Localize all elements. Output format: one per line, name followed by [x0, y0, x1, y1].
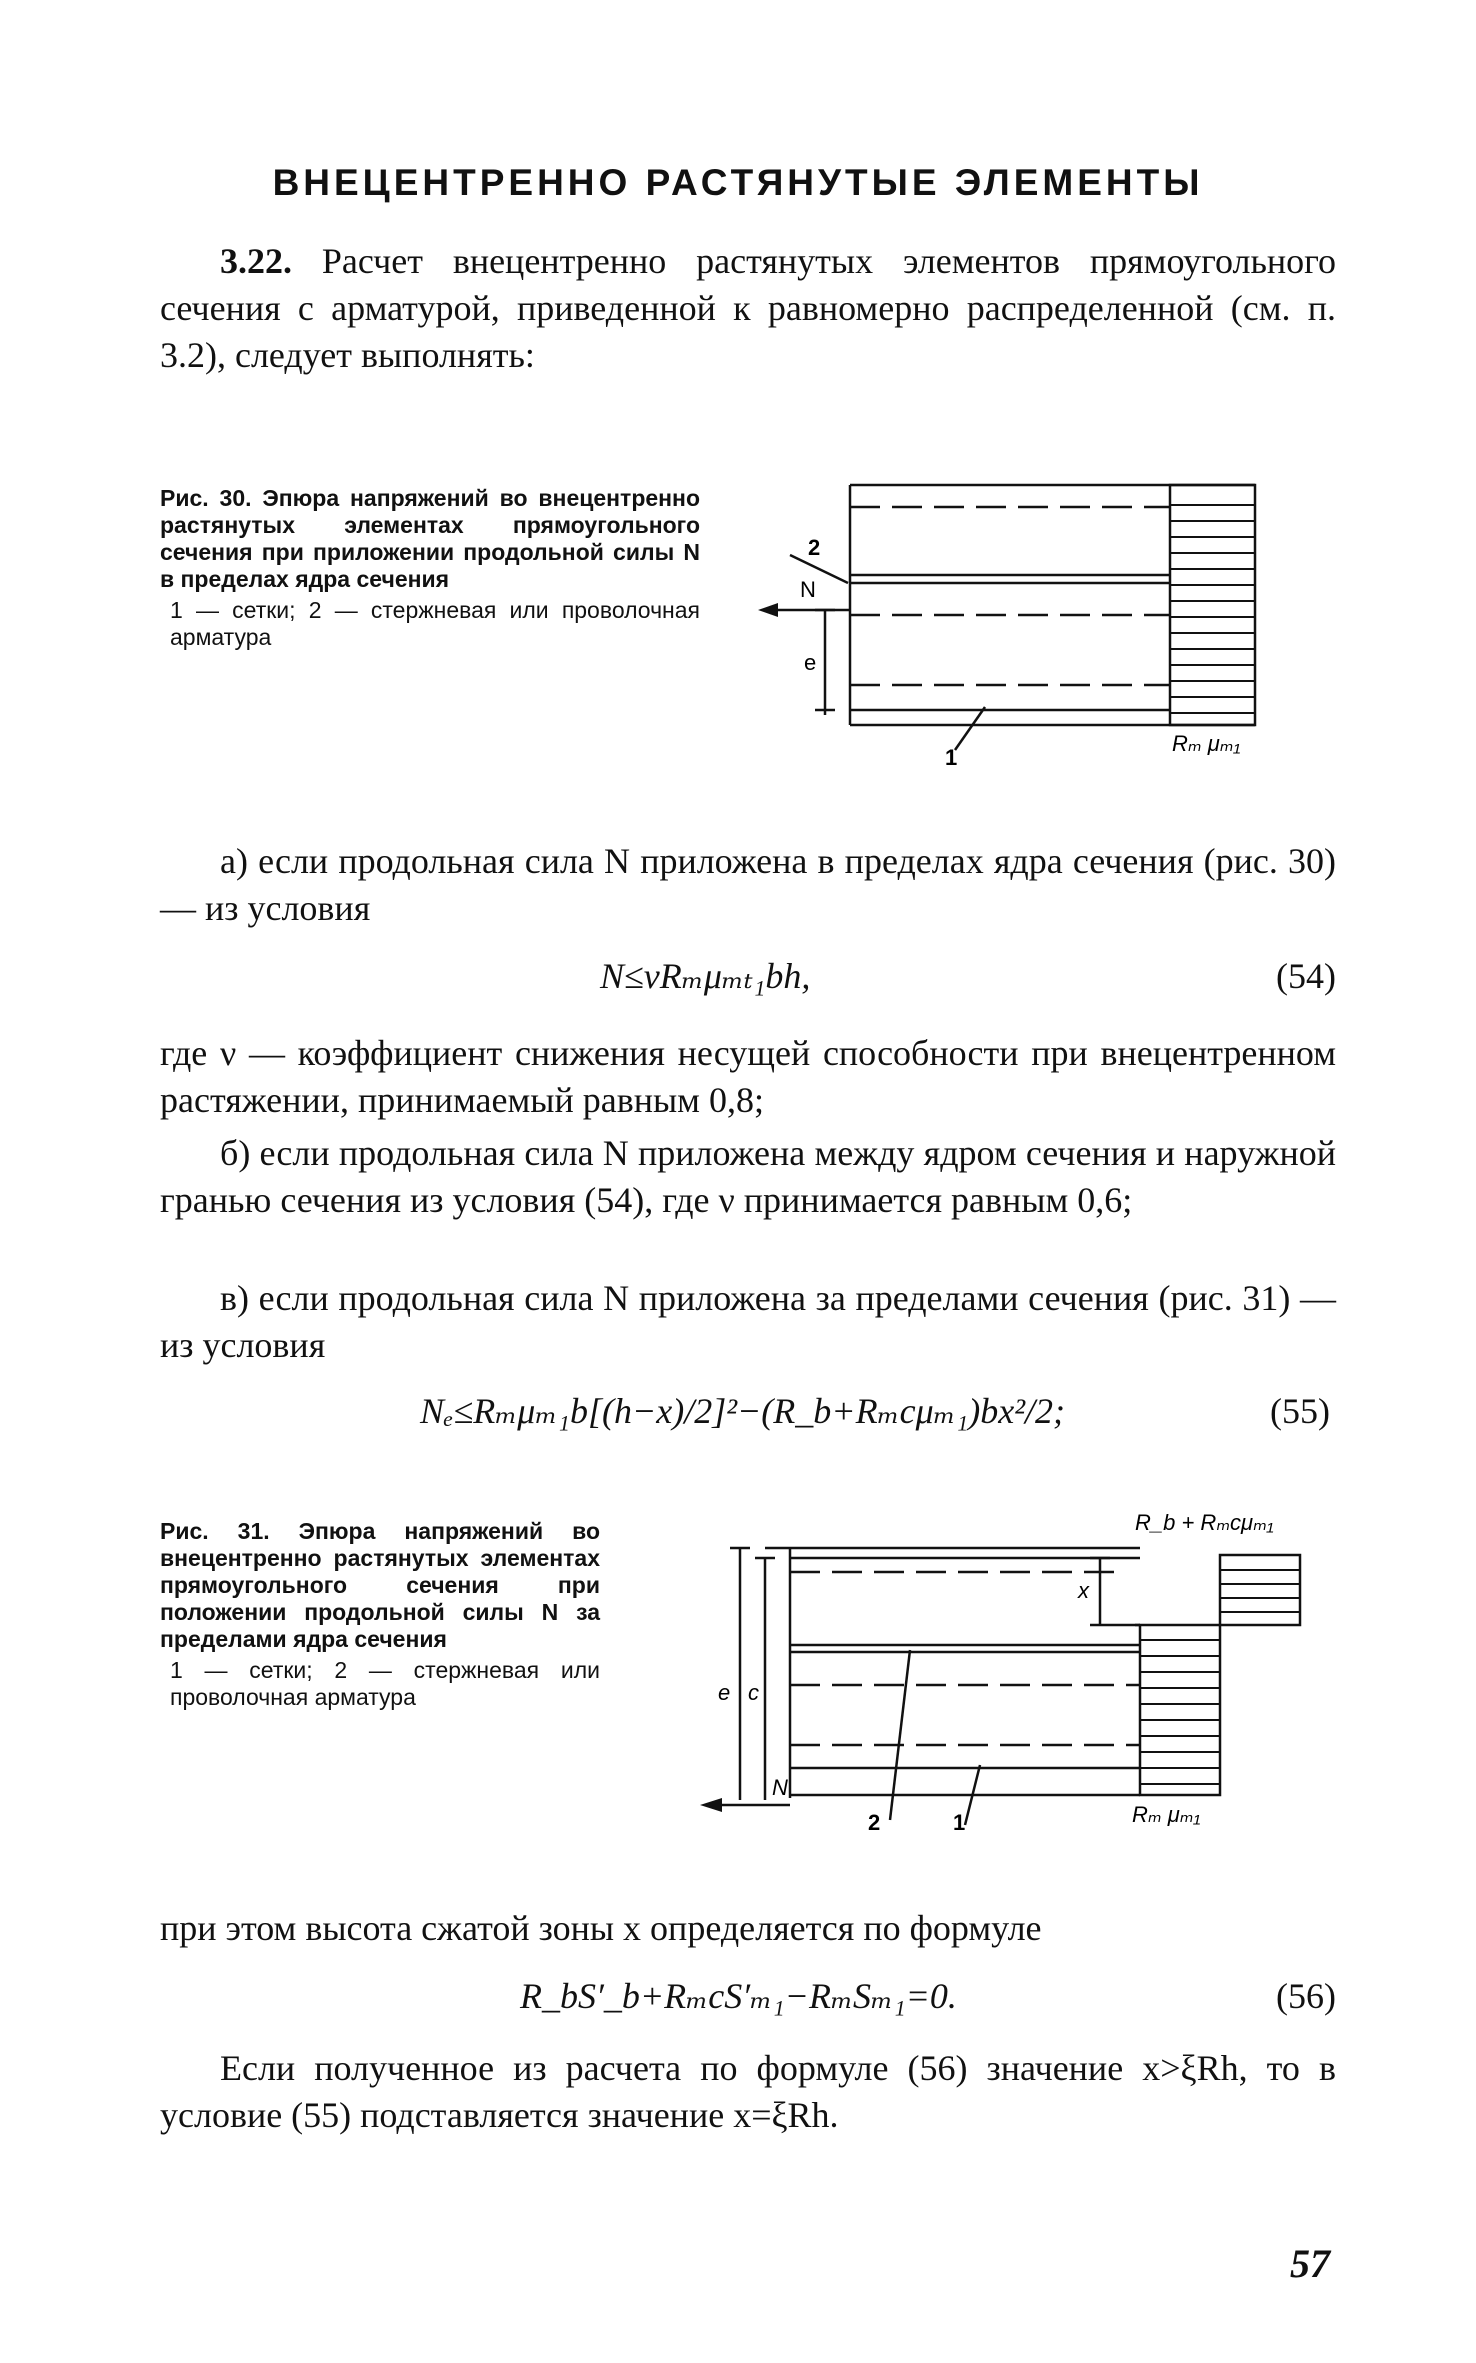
- fig31-label-N: N: [772, 1775, 788, 1800]
- figure-30-caption: [160, 485, 700, 651]
- fig30-label-1: 1: [945, 745, 958, 770]
- fig31-stress-label: Rₘ μₘ₁: [1132, 1802, 1201, 1827]
- fig31-label-c: c: [748, 1680, 759, 1705]
- paragraph-a: а) если продольная сила N приложена в пределах ядра сечения (рис. 30) — из условия: [160, 841, 1336, 928]
- figure-31-caption-title: Рис. 31. Эпюра напряжений во внецентренно растянутых элементах прямоугольного сечения при положении продольной силы N за пределами ядра сечения: [160, 1518, 600, 1652]
- fig30-label-e: e: [804, 650, 817, 675]
- fig30-label-2: 2: [808, 535, 821, 560]
- formula-54: N≤νRₘμₘₜ₁bh,: [600, 956, 811, 996]
- paragraph-3-22: [160, 238, 1336, 379]
- fig31-label-2: 2: [868, 1810, 881, 1835]
- figure-31-diagram: [680, 1500, 1340, 1840]
- formula-55: Nₑ≤Rₘμₘ₁b[(h−x)/2]²−(R_b+Rₘcμₘ₁)bx²/2;: [420, 1391, 1066, 1431]
- fig30-stress-label: Rₘ μₘ₁: [1172, 731, 1241, 756]
- figure-30-caption-title: Рис. 30. Эпюра напряжений во внецентренно растянутых элементах прямоугольного сечения при приложении продольной силы N в пределах ядра сечения: [160, 485, 700, 592]
- figure-30-caption-legend: 1 — сетки; 2 — стержневая или проволочная арматура: [170, 597, 700, 650]
- fig31-label-x: x: [1078, 1578, 1089, 1603]
- paragraph-x: при этом высота сжатой зоны x определяется по формуле: [160, 1908, 1042, 1948]
- paragraph-last: Если полученное из расчета по формуле (56) значение x>ξRh, то в условие (55) подставляется значение x=ξRh.: [160, 2048, 1336, 2135]
- clause-text: Расчет внецентренно растянутых элементов прямоугольного сечения с арматурой, приведенной к равномерно распределенной (см. п. 3.2), следует выполнять:: [160, 241, 1336, 375]
- figure-30-diagram: [730, 465, 1290, 775]
- paragraph-nu: где ν — коэффициент снижения несущей способности при внецентренном растяжении, принимаемый равным 0,8;: [160, 1033, 1336, 1120]
- fig31-label-1: 1: [953, 1810, 966, 1835]
- formula-56-number: (56): [1276, 1976, 1336, 2016]
- fig31-top-label: R_b + Rₘcμₘ₁: [1135, 1510, 1274, 1535]
- paragraph-v: в) если продольная сила N приложена за пределами сечения (рис. 31) — из условия: [160, 1278, 1336, 1365]
- clause-number: 3.22.: [220, 241, 292, 281]
- figure-31-caption: [160, 1518, 600, 1711]
- figure-31-caption-legend: 1 — сетки; 2 — стержневая или проволочная арматура: [170, 1657, 600, 1710]
- page-number: 57: [1290, 2241, 1330, 2286]
- arrow-left-icon: [700, 1798, 722, 1812]
- formula-56: R_bS′_b+RₘcS′ₘ₁−RₘSₘ₁=0.: [520, 1976, 957, 2016]
- section-title: ВНЕЦЕНТРЕННО РАСТЯНУТЫЕ ЭЛЕМЕНТЫ: [272, 162, 1204, 203]
- fig30-label-N: N: [800, 577, 816, 602]
- formula-54-number: (54): [1276, 956, 1336, 996]
- fig31-label-e: e: [718, 1680, 731, 1705]
- arrow-left-icon: [758, 603, 778, 617]
- formula-55-number: (55): [1270, 1391, 1330, 1431]
- paragraph-b: б) если продольная сила N приложена между ядром сечения и наружной гранью сечения из условия (54), где ν принимается равным 0,6;: [160, 1133, 1336, 1220]
